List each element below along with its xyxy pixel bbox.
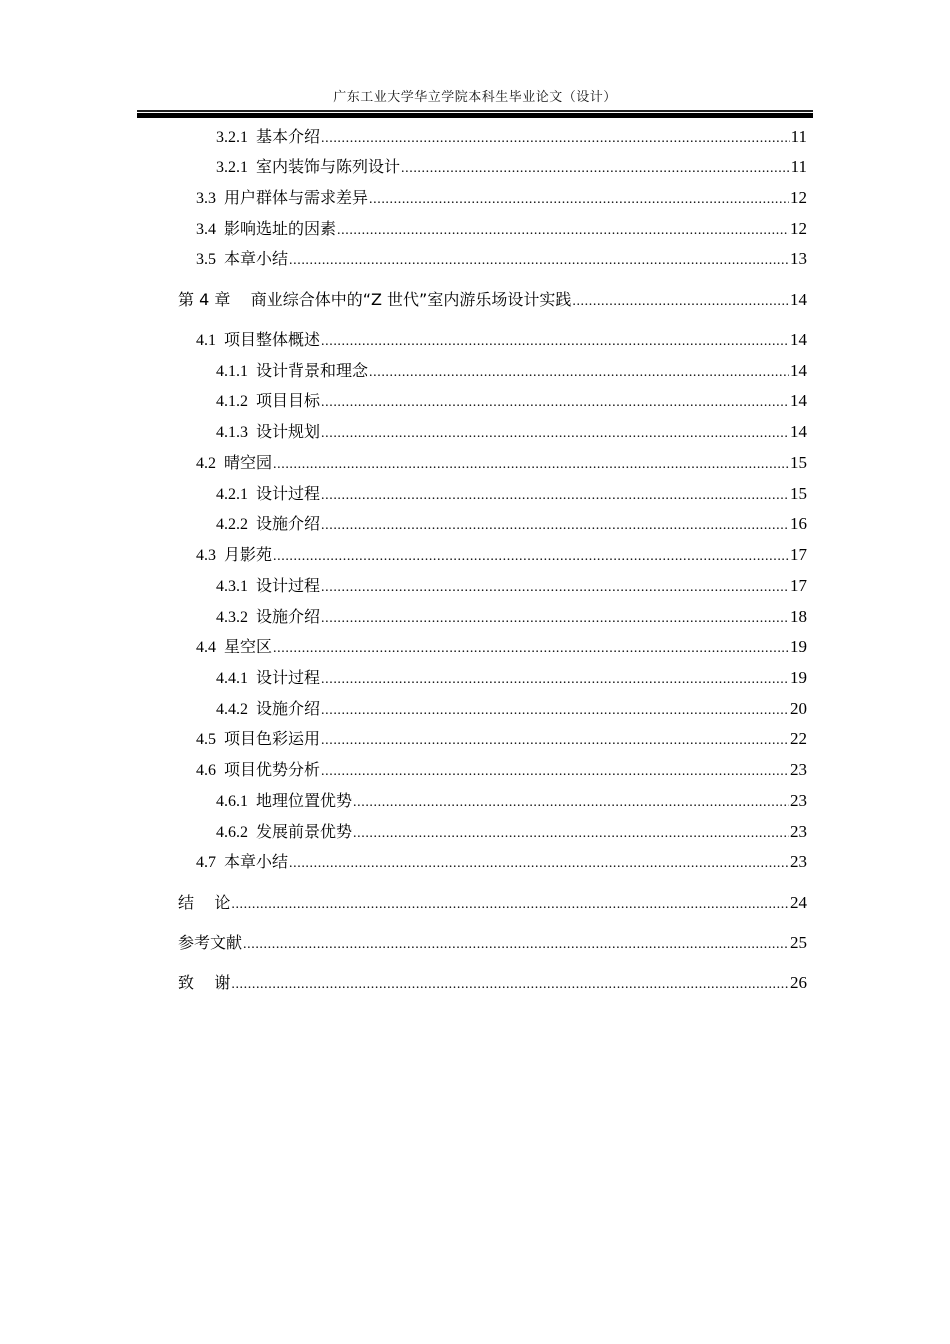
toc-entry-number: 4.1.1 [216, 363, 256, 380]
toc-entry-number: 4.3.2 [216, 609, 256, 626]
toc-entry[interactable] [0, 451, 807, 475]
toc-entry-page-number: 16 [790, 514, 807, 533]
toc-entry-title: 室内装饰与陈列设计 [256, 157, 401, 176]
toc-entry[interactable] [0, 635, 807, 659]
toc-entry-number: 4.3.1 [216, 578, 256, 595]
toc-entry-number: 4.7 [196, 854, 224, 871]
header-rule-thin [137, 110, 813, 112]
toc-dot-leader [321, 391, 789, 415]
toc-dot-leader [273, 545, 789, 569]
toc-entry-page-number: 17 [790, 545, 807, 564]
toc-entry-number: 4.1.3 [216, 424, 256, 441]
toc-entry-title: 本章小结 [224, 249, 289, 268]
toc-entry-title: 发展前景优势 [256, 822, 353, 841]
toc-entry[interactable] [0, 125, 807, 149]
toc-dot-leader [321, 607, 789, 631]
toc-entry[interactable] [0, 605, 807, 629]
toc-entry-title: 致 谢 [178, 973, 231, 992]
toc-entry-number: 4.3 [196, 547, 224, 564]
toc-dot-leader [231, 973, 789, 997]
toc-entry[interactable] [0, 820, 807, 844]
toc-entry-title: 设施介绍 [256, 607, 321, 626]
toc-dot-leader [321, 484, 789, 508]
toc-entry-title: 项目色彩运用 [224, 729, 321, 748]
toc-dot-leader [321, 127, 790, 151]
toc-entry-page-number: 23 [790, 852, 807, 871]
toc-entry-title: 项目优势分析 [224, 760, 321, 779]
toc-entry[interactable] [0, 850, 807, 874]
toc-entry-number: 4.2.2 [216, 516, 256, 533]
toc-entry-page-number: 11 [790, 157, 807, 176]
toc-entry[interactable] [0, 891, 807, 915]
toc-dot-leader [572, 290, 789, 314]
toc-entry[interactable] [0, 186, 807, 210]
page-header: 广东工业大学华立学院本科生毕业论文（设计） [333, 90, 617, 105]
toc-entry[interactable] [0, 217, 807, 241]
toc-entry-number: 4.1.2 [216, 393, 256, 410]
header-rule-thick [137, 113, 813, 118]
toc-entry-title: 项目整体概述 [224, 330, 321, 349]
toc-entry-title: 本章小结 [224, 852, 289, 871]
toc-entry-number: 3.2.1 [216, 159, 256, 176]
toc-entry-title: 用户群体与需求差异 [224, 188, 369, 207]
toc-entry[interactable] [0, 697, 807, 721]
toc-entry-number: 4.5 [196, 731, 224, 748]
toc-entry[interactable] [0, 666, 807, 690]
toc-entry[interactable] [0, 482, 807, 506]
toc-entry-number: 4.1 [196, 332, 224, 349]
toc-dot-leader [321, 422, 789, 446]
toc-entry-page-number: 14 [790, 290, 807, 309]
toc-entry-number: 3.5 [196, 251, 224, 268]
toc-entry[interactable] [0, 758, 807, 782]
toc-dot-leader [369, 361, 789, 385]
toc-dot-leader [243, 933, 789, 957]
toc-entry[interactable] [0, 931, 807, 955]
toc-entry-title: 设施介绍 [256, 699, 321, 718]
toc-entry-page-number: 25 [790, 933, 807, 952]
toc-entry-page-number: 26 [790, 973, 807, 992]
toc-entry-page-number: 14 [790, 391, 807, 410]
toc-entry-title: 设计过程 [256, 484, 321, 503]
toc-entry-number: 4.6 [196, 762, 224, 779]
toc-entry-page-number: 14 [790, 361, 807, 380]
toc-dot-leader [321, 699, 789, 723]
toc-dot-leader [321, 514, 789, 538]
toc-entry-number: 第 4 章 [178, 290, 251, 309]
toc-entry-page-number: 14 [790, 330, 807, 349]
toc-entry-title: 影响选址的因素 [224, 219, 337, 238]
toc-dot-leader [401, 157, 790, 181]
toc-entry-title: 设计过程 [256, 576, 321, 595]
toc-entry-title: 月影苑 [224, 545, 273, 564]
toc-entry-title: 地理位置优势 [256, 791, 353, 810]
toc-entry-number: 4.2.1 [216, 486, 256, 503]
toc-entry-number: 3.2.1 [216, 129, 256, 146]
toc-entry-title: 基本介绍 [256, 127, 321, 146]
toc-dot-leader [321, 668, 789, 692]
toc-dot-leader [273, 637, 789, 661]
toc-entry-number: 4.6.2 [216, 824, 256, 841]
toc-entry-number: 4.2 [196, 455, 224, 472]
toc-dot-leader [273, 453, 789, 477]
toc-entry-title: 设施介绍 [256, 514, 321, 533]
toc-entry-page-number: 23 [790, 791, 807, 810]
toc-dot-leader [337, 219, 789, 243]
toc-entry-page-number: 15 [790, 484, 807, 503]
toc-entry-page-number: 22 [790, 729, 807, 748]
toc-entry[interactable] [0, 574, 807, 598]
toc-entry-number: 4.6.1 [216, 793, 256, 810]
toc-entry[interactable] [0, 727, 807, 751]
toc-entry[interactable] [0, 420, 807, 444]
toc-entry-title: 项目目标 [256, 391, 321, 410]
toc-entry-page-number: 12 [790, 219, 807, 238]
toc-entry-title: 星空区 [224, 637, 273, 656]
toc-entry-title: 参考文献 [178, 933, 243, 952]
toc-entry[interactable] [0, 971, 807, 995]
toc-entry-title: 设计过程 [256, 668, 321, 687]
toc-dot-leader [353, 822, 789, 846]
toc-dot-leader [369, 188, 789, 212]
toc-dot-leader [321, 760, 789, 784]
toc-entry-number: 3.3 [196, 190, 224, 207]
toc-entry-page-number: 19 [790, 668, 807, 687]
toc-entry-page-number: 17 [790, 576, 807, 595]
toc-entry-number: 4.4.1 [216, 670, 256, 687]
toc-entry[interactable] [0, 247, 807, 271]
toc-entry-page-number: 15 [790, 453, 807, 472]
toc-entry-page-number: 19 [790, 637, 807, 656]
toc-dot-leader [353, 791, 789, 815]
toc-entry-page-number: 18 [790, 607, 807, 626]
toc-entry[interactable] [0, 288, 807, 312]
toc-dot-leader [289, 852, 789, 876]
toc-entry-title: 设计背景和理念 [256, 361, 369, 380]
toc-dot-leader [321, 729, 789, 753]
toc-entry-title: 设计规划 [256, 422, 321, 441]
toc-entry[interactable] [0, 543, 807, 567]
toc-entry-title: 商业综合体中的“Z 世代”室内游乐场设计实践 [250, 290, 572, 309]
toc-entry-page-number: 13 [790, 249, 807, 268]
toc-entry-title: 晴空园 [224, 453, 273, 472]
toc-dot-leader [321, 330, 789, 354]
toc-entry-title: 结 论 [178, 893, 231, 912]
toc-entry-number: 3.4 [196, 221, 224, 238]
toc-entry[interactable] [0, 359, 807, 383]
toc-entry-page-number: 24 [790, 893, 807, 912]
toc-entry[interactable] [0, 512, 807, 536]
toc-dot-leader [289, 249, 789, 273]
toc-entry[interactable] [0, 789, 807, 813]
toc-entry-number: 4.4 [196, 639, 224, 656]
toc-entry[interactable] [0, 328, 807, 352]
toc-entry-page-number: 20 [790, 699, 807, 718]
toc-entry-page-number: 11 [790, 127, 807, 146]
toc-entry-page-number: 14 [790, 422, 807, 441]
toc-entry-page-number: 23 [790, 760, 807, 779]
toc-entry[interactable] [0, 155, 807, 179]
toc-dot-leader [321, 576, 789, 600]
toc-entry[interactable] [0, 389, 807, 413]
toc-entry-number: 4.4.2 [216, 701, 256, 718]
toc-entry-page-number: 23 [790, 822, 807, 841]
toc-dot-leader [231, 893, 789, 917]
toc-entry-page-number: 12 [790, 188, 807, 207]
